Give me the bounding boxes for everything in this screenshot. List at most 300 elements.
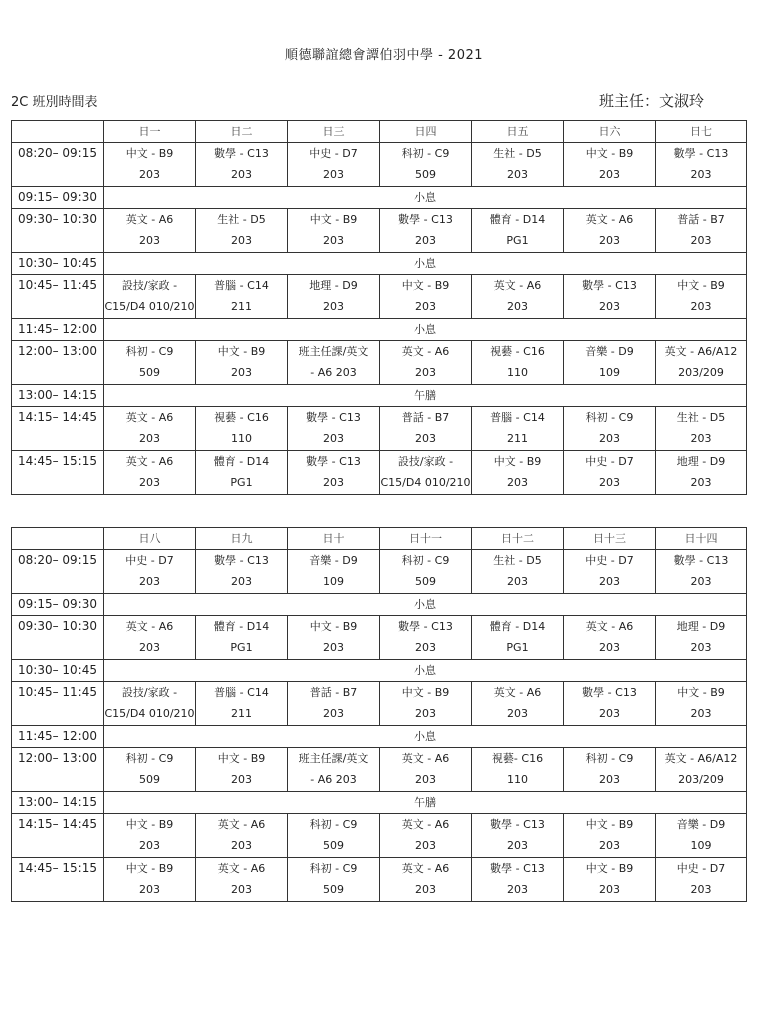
lesson-cell <box>564 275 656 319</box>
break-label: 午膳 <box>104 792 747 814</box>
subject-teacher: 數學 - C13 <box>673 554 729 567</box>
subject-teacher: 中文 - B9 <box>401 279 450 292</box>
room-number: 203 <box>415 773 436 786</box>
room-number: 203 <box>507 839 528 852</box>
subject-teacher: 普腦 - C14 <box>214 686 269 699</box>
day-header: 日十三 <box>564 528 656 550</box>
subject-teacher: 英文 - A6 <box>125 620 174 633</box>
lesson-cell <box>104 814 196 858</box>
subject-teacher: 中史 - D7 <box>585 455 634 468</box>
subject-teacher: 數學 - C13 <box>214 147 269 160</box>
lesson-cell <box>564 341 656 385</box>
lesson-cell <box>288 550 380 594</box>
room-number: PG1 <box>230 641 253 654</box>
room-number: C15/D4 010/210 <box>104 300 195 313</box>
subject-teacher: 數學 - C13 <box>214 554 269 567</box>
lesson-cell <box>472 341 564 385</box>
subject-teacher: 中文 - B9 <box>677 279 725 292</box>
room-number: 203 <box>507 476 528 489</box>
subject-teacher: 英文 - A6 <box>125 411 174 424</box>
lesson-cell <box>564 451 656 495</box>
room-number: 203 <box>690 300 712 313</box>
lesson-row <box>12 814 747 858</box>
period-time: 10:45– 11:45 <box>12 275 104 319</box>
room-number: 203 <box>507 575 528 588</box>
room-number: 203 <box>507 168 528 181</box>
room-number: 203 <box>323 168 344 181</box>
subject-teacher: 音樂 - D9 <box>585 345 634 358</box>
day-header: 日六 <box>564 121 656 143</box>
subject-teacher: 英文 - A6/A12 <box>664 752 738 765</box>
room-number: 203 <box>599 432 620 445</box>
lesson-cell <box>472 143 564 187</box>
lesson-cell <box>196 275 288 319</box>
day-header: 日十 <box>288 528 380 550</box>
lesson-row <box>12 748 747 792</box>
lesson-cell <box>196 858 288 902</box>
lesson-cell <box>472 682 564 726</box>
subject-teacher: 數學 - C13 <box>306 411 361 424</box>
lesson-row <box>12 682 747 726</box>
lesson-cell <box>656 858 747 902</box>
room-number: 203 <box>139 234 160 247</box>
room-number: 203 <box>690 641 712 654</box>
subject-teacher: 地理 - D9 <box>676 620 726 633</box>
subject-teacher: 中文 - B9 <box>401 686 450 699</box>
subject-teacher: 視藝- C16 <box>491 752 544 765</box>
subject-teacher: 地理 - D9 <box>676 455 726 468</box>
period-time: 10:30– 10:45 <box>12 253 104 275</box>
room-number: 203 <box>139 476 160 489</box>
subject-teacher: 中史 - D7 <box>125 554 174 567</box>
day-header: 日七 <box>656 121 747 143</box>
lesson-row <box>12 858 747 902</box>
period-time: 09:15– 09:30 <box>12 187 104 209</box>
lesson-cell <box>656 682 747 726</box>
lesson-cell <box>656 814 747 858</box>
subject-teacher: 科初 - C9 <box>125 345 174 358</box>
subject-teacher: 體育 - D14 <box>213 620 270 633</box>
lesson-cell <box>288 748 380 792</box>
lesson-cell <box>656 341 747 385</box>
subject-teacher: 體育 - D14 <box>489 620 546 633</box>
room-number: 203 <box>599 839 620 852</box>
lesson-cell <box>196 407 288 451</box>
room-number: 203 <box>139 575 160 588</box>
subject-teacher: 數學 - C13 <box>673 147 729 160</box>
lesson-cell <box>656 451 747 495</box>
lesson-cell <box>380 814 472 858</box>
subject-teacher: 科初 - C9 <box>401 147 450 160</box>
subject-teacher: 英文 - A6/A12 <box>664 345 738 358</box>
lesson-cell <box>288 682 380 726</box>
period-time: 09:15– 09:30 <box>12 594 104 616</box>
lesson-cell <box>564 143 656 187</box>
lesson-cell <box>380 341 472 385</box>
room-number: 203 <box>690 707 712 720</box>
subject-teacher: 音樂 - D9 <box>676 818 726 831</box>
lesson-cell <box>104 451 196 495</box>
room-number: 203 <box>507 883 528 896</box>
day-header: 日十二 <box>472 528 564 550</box>
room-number: 509 <box>139 773 160 786</box>
day-header-row <box>12 121 747 143</box>
subject-teacher: 中文 - B9 <box>217 345 266 358</box>
period-time: 14:15– 14:45 <box>12 407 104 451</box>
subject-teacher: 生社 - D5 <box>493 147 542 160</box>
room-number: 203 <box>231 234 252 247</box>
period-time: 13:00– 14:15 <box>12 385 104 407</box>
lesson-cell <box>196 341 288 385</box>
day-header: 日十四 <box>656 528 747 550</box>
room-number: 509 <box>323 839 344 852</box>
break-row <box>12 385 747 407</box>
room-number: 110 <box>507 773 528 786</box>
period-time: 13:00– 14:15 <box>12 792 104 814</box>
school-title: 順德聯誼總會譚伯羽中學 - 2021 <box>284 48 484 63</box>
room-number: PG1 <box>506 641 529 654</box>
room-number: 203 <box>231 773 252 786</box>
subject-teacher: 中史 - D7 <box>585 554 634 567</box>
lesson-cell <box>196 550 288 594</box>
day-header-row <box>12 528 747 550</box>
lesson-cell <box>104 550 196 594</box>
lesson-cell <box>472 275 564 319</box>
lesson-row <box>12 341 747 385</box>
subject-teacher: 中史 - D7 <box>309 147 358 160</box>
lesson-cell <box>104 407 196 451</box>
lesson-cell <box>288 858 380 902</box>
break-row <box>12 187 747 209</box>
room-number: 203/209 <box>678 366 724 379</box>
room-number: 203 <box>599 641 620 654</box>
lesson-row <box>12 209 747 253</box>
lesson-cell <box>288 407 380 451</box>
lesson-cell <box>288 275 380 319</box>
lesson-cell <box>104 275 196 319</box>
period-time: 14:45– 15:15 <box>12 858 104 902</box>
lesson-cell <box>564 682 656 726</box>
room-number: 211 <box>231 300 252 313</box>
subject-teacher: 體育 - D14 <box>213 455 270 468</box>
lesson-cell <box>104 341 196 385</box>
subject-teacher: 英文 - A6 <box>401 862 450 875</box>
lesson-cell <box>380 616 472 660</box>
lesson-row <box>12 143 747 187</box>
lesson-cell <box>472 748 564 792</box>
subject-teacher: 英文 - A6 <box>217 862 266 875</box>
room-number: 203 <box>690 234 712 247</box>
room-number: 203 <box>231 839 252 852</box>
period-time: 09:30– 10:30 <box>12 616 104 660</box>
lesson-cell <box>472 616 564 660</box>
subject-teacher: 科初 - C9 <box>125 752 174 765</box>
timetable-week-1 <box>11 120 747 495</box>
lesson-cell <box>656 143 747 187</box>
lesson-row <box>12 451 747 495</box>
subject-teacher: 生社 - D5 <box>493 554 542 567</box>
break-row <box>12 594 747 616</box>
break-label: 小息 <box>104 319 747 341</box>
room-number: 203/209 <box>678 773 724 786</box>
corner-cell <box>12 121 104 143</box>
day-header: 日八 <box>104 528 196 550</box>
subject-teacher: 普話 - B7 <box>401 411 450 424</box>
room-number: 203 <box>415 366 436 379</box>
subject-teacher: 數學 - C13 <box>490 818 545 831</box>
room-number: 211 <box>231 707 252 720</box>
lesson-cell <box>288 814 380 858</box>
subject-teacher: 視藝 - C16 <box>490 345 545 358</box>
lesson-row <box>12 407 747 451</box>
room-number: 110 <box>507 366 528 379</box>
room-number: 203 <box>690 883 712 896</box>
lesson-cell <box>380 451 472 495</box>
subject-teacher: 中文 - B9 <box>125 147 174 160</box>
lesson-cell <box>564 407 656 451</box>
subject-teacher: 科初 - C9 <box>309 862 358 875</box>
corner-cell <box>12 528 104 550</box>
room-number: 203 <box>507 300 528 313</box>
subject-teacher: 英文 - A6 <box>493 686 542 699</box>
lesson-cell <box>656 407 747 451</box>
lesson-cell <box>380 858 472 902</box>
break-row <box>12 660 747 682</box>
lesson-cell <box>196 682 288 726</box>
subject-teacher: 英文 - A6 <box>493 279 542 292</box>
lesson-cell <box>564 550 656 594</box>
subject-teacher: 設技/家政 - <box>121 279 178 292</box>
subject-teacher: 地理 - D9 <box>309 279 358 292</box>
subject-teacher: 科初 - C9 <box>401 554 450 567</box>
period-time: 12:00– 13:00 <box>12 748 104 792</box>
room-number: 203 <box>139 641 160 654</box>
subject-teacher: 生社 - D5 <box>217 213 266 226</box>
subject-teacher: 英文 - A6 <box>125 455 174 468</box>
room-number: 203 <box>599 773 620 786</box>
room-number: 203 <box>323 476 344 489</box>
break-label: 小息 <box>104 726 747 748</box>
subject-teacher: 英文 - A6 <box>585 620 634 633</box>
subject-teacher: 數學 - C13 <box>582 686 637 699</box>
room-number: 203 <box>415 641 436 654</box>
subject-teacher: 普腦 - C14 <box>214 279 269 292</box>
room-number: 109 <box>690 839 712 852</box>
room-number: PG1 <box>506 234 529 247</box>
day-header: 日二 <box>196 121 288 143</box>
subject-teacher: 中文 - B9 <box>309 213 358 226</box>
lesson-cell <box>104 616 196 660</box>
room-number: C15/D4 010/210 <box>380 476 471 489</box>
lesson-cell <box>380 550 472 594</box>
room-number: 509 <box>415 168 436 181</box>
subject-teacher: 英文 - A6 <box>401 818 450 831</box>
period-time: 11:45– 12:00 <box>12 319 104 341</box>
subject-teacher: 視藝 - C16 <box>214 411 269 424</box>
day-header: 日四 <box>380 121 472 143</box>
subject-teacher: 數學 - C13 <box>490 862 545 875</box>
room-number: 203 <box>415 234 436 247</box>
room-number: C15/D4 010/210 <box>104 707 195 720</box>
room-number: PG1 <box>230 476 253 489</box>
period-time: 14:15– 14:45 <box>12 814 104 858</box>
subject-teacher: 英文 - A6 <box>401 752 450 765</box>
lesson-cell <box>104 682 196 726</box>
room-number: 203 <box>415 883 436 896</box>
break-label: 小息 <box>104 253 747 275</box>
lesson-cell <box>288 209 380 253</box>
subject-teacher: 英文 - A6 <box>401 345 450 358</box>
lesson-cell <box>564 209 656 253</box>
subject-teacher: 英文 - A6 <box>125 213 174 226</box>
period-time: 11:45– 12:00 <box>12 726 104 748</box>
room-number: 509 <box>415 575 436 588</box>
subject-teacher: 中文 - B9 <box>309 620 358 633</box>
lesson-cell <box>288 143 380 187</box>
lesson-row <box>12 616 747 660</box>
room-number: 203 <box>231 883 252 896</box>
break-label: 小息 <box>104 187 747 209</box>
room-number: 203 <box>323 300 344 313</box>
lesson-cell <box>104 748 196 792</box>
lesson-cell <box>104 858 196 902</box>
period-time: 14:45– 15:15 <box>12 451 104 495</box>
room-number: 203 <box>231 168 252 181</box>
lesson-cell <box>104 209 196 253</box>
subject-teacher: 中文 - B9 <box>125 862 174 875</box>
lesson-cell <box>196 143 288 187</box>
room-number: 203 <box>599 300 620 313</box>
subject-teacher: 普話 - B7 <box>309 686 358 699</box>
room-number: 203 <box>599 707 620 720</box>
lesson-cell <box>104 143 196 187</box>
subject-teacher: 英文 - A6 <box>585 213 634 226</box>
room-number: 203 <box>415 839 436 852</box>
subject-teacher: 班主任課/英文 <box>298 345 369 358</box>
day-header: 日五 <box>472 121 564 143</box>
lesson-cell <box>564 616 656 660</box>
subject-teacher: 普話 - B7 <box>677 213 725 226</box>
lesson-cell <box>656 275 747 319</box>
lesson-cell <box>656 616 747 660</box>
room-number: 203 <box>507 707 528 720</box>
lesson-cell <box>472 209 564 253</box>
room-number: 203 <box>139 432 160 445</box>
day-header: 日十一 <box>380 528 472 550</box>
lesson-cell <box>656 748 747 792</box>
room-number: 203 <box>139 883 160 896</box>
subject-teacher: 中文 - B9 <box>125 818 174 831</box>
room-number: 203 <box>323 432 344 445</box>
room-number: 203 <box>690 432 712 445</box>
period-time: 12:00– 13:00 <box>12 341 104 385</box>
period-time: 10:45– 11:45 <box>12 682 104 726</box>
class-teacher-label: 班主任：文淑玲 <box>598 92 704 110</box>
lesson-cell <box>656 209 747 253</box>
subject-teacher: 中史 - D7 <box>676 862 726 875</box>
subject-teacher: 中文 - B9 <box>677 686 725 699</box>
lesson-cell <box>196 209 288 253</box>
room-number: 203 <box>690 168 712 181</box>
room-number: 203 <box>323 234 344 247</box>
room-number: 211 <box>507 432 528 445</box>
lesson-cell <box>472 858 564 902</box>
subject-teacher: 科初 - C9 <box>309 818 358 831</box>
room-number: 203 <box>415 300 436 313</box>
lesson-cell <box>288 451 380 495</box>
subject-teacher: 班主任課/英文 <box>298 752 369 765</box>
break-row <box>12 253 747 275</box>
break-label: 小息 <box>104 594 747 616</box>
lesson-cell <box>196 616 288 660</box>
room-number: 203 <box>599 883 620 896</box>
period-time: 08:20– 09:15 <box>12 143 104 187</box>
lesson-cell <box>472 451 564 495</box>
lesson-cell <box>564 814 656 858</box>
room-number: 203 <box>323 641 344 654</box>
lesson-cell <box>380 748 472 792</box>
subject-teacher: 中文 - B9 <box>585 147 634 160</box>
subject-teacher: 設技/家政 - <box>121 686 178 699</box>
timetable-week-2 <box>11 527 747 902</box>
room-number: 203 <box>415 432 436 445</box>
subject-teacher: 數學 - C13 <box>582 279 637 292</box>
room-number: 509 <box>323 883 344 896</box>
lesson-cell <box>564 858 656 902</box>
subject-teacher: 中文 - B9 <box>493 455 542 468</box>
room-number: 203 <box>599 168 620 181</box>
subject-teacher: 數學 - C13 <box>398 620 453 633</box>
room-number: 203 <box>231 575 252 588</box>
lesson-cell <box>564 748 656 792</box>
room-number: 203 <box>690 476 712 489</box>
lesson-cell <box>380 682 472 726</box>
period-time: 08:20– 09:15 <box>12 550 104 594</box>
subject-teacher: 英文 - A6 <box>217 818 266 831</box>
break-label: 午膳 <box>104 385 747 407</box>
lesson-cell <box>288 341 380 385</box>
room-number: 203 <box>231 366 252 379</box>
subject-teacher: 中文 - B9 <box>585 818 634 831</box>
lesson-cell <box>380 275 472 319</box>
lesson-cell <box>196 814 288 858</box>
subject-teacher: 音樂 - D9 <box>309 554 358 567</box>
subject-teacher: 普腦 - C14 <box>490 411 545 424</box>
subject-teacher: 數學 - C13 <box>306 455 361 468</box>
subject-teacher: 科初 - C9 <box>585 752 634 765</box>
break-row <box>12 726 747 748</box>
lesson-cell <box>656 550 747 594</box>
room-number: 110 <box>231 432 252 445</box>
lesson-cell <box>380 143 472 187</box>
room-number: 203 <box>599 476 620 489</box>
lesson-cell <box>380 407 472 451</box>
lesson-cell <box>472 814 564 858</box>
room-number: 509 <box>139 366 160 379</box>
day-header: 日九 <box>196 528 288 550</box>
subject-teacher: 中文 - B9 <box>585 862 634 875</box>
lesson-cell <box>472 550 564 594</box>
subject-teacher: 體育 - D14 <box>489 213 546 226</box>
room-number: 203 <box>690 575 712 588</box>
period-time: 10:30– 10:45 <box>12 660 104 682</box>
room-number: - A6 203 <box>310 366 357 379</box>
subject-teacher: 科初 - C9 <box>585 411 634 424</box>
subject-teacher: 設技/家政 - <box>397 455 454 468</box>
lesson-cell <box>472 407 564 451</box>
room-number: 203 <box>599 575 620 588</box>
room-number: 109 <box>323 575 344 588</box>
